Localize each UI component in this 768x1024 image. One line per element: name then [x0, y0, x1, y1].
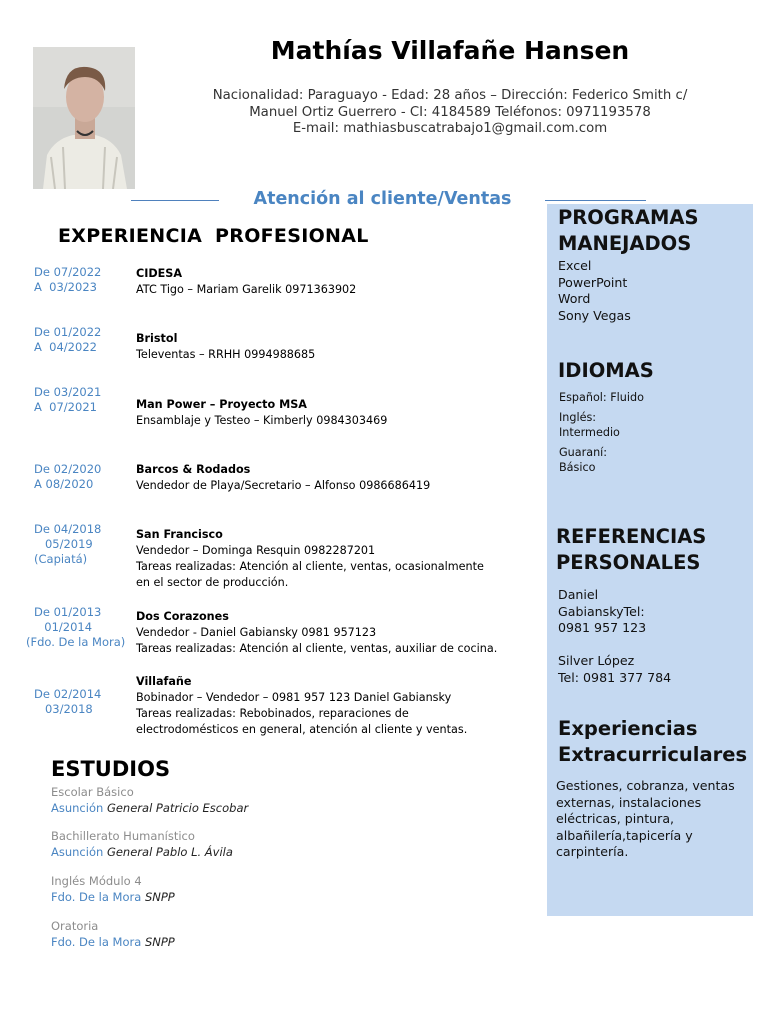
study-place: Fdo. De la Mora	[51, 934, 142, 949]
job-dates	[26, 605, 125, 650]
extracurricular-line: externas, instalaciones	[556, 794, 702, 810]
date-to: A 04/2022	[34, 340, 97, 354]
extracurricular-line: eléctricas, pintura,	[556, 811, 675, 826]
programs-heading-line: PROGRAMAS	[558, 206, 699, 229]
company: CIDESA	[136, 267, 183, 280]
language-level: Intermedio	[559, 426, 620, 439]
references-heading	[556, 524, 706, 576]
job-entry	[136, 266, 516, 298]
extracurricular-heading-line: Experiencias	[558, 717, 698, 740]
job-entry	[136, 397, 516, 429]
job-dates	[34, 522, 101, 567]
contact-line: Nacionalidad: Paraguayo - Edad: 28 años – Dirección: Federico Smith c/	[212, 88, 688, 103]
job-detail: Televentas – RRHH 0994988685	[136, 348, 316, 361]
date-to: A 07/2021	[34, 400, 97, 414]
language-level: Básico	[559, 461, 596, 474]
language-item	[559, 445, 607, 475]
reference-line: Silver López	[558, 653, 635, 668]
language-text: Español: Fluido	[559, 391, 644, 404]
reference-line: 0981 957 123	[558, 620, 647, 635]
date-from: De 02/2020	[34, 462, 102, 476]
job-detail: Bobinador – Vendedor – 0981 957 123 Daniel Gabiansky	[136, 691, 452, 704]
study-institution: General Patricio Escobar	[106, 800, 249, 815]
extracurricular-text	[556, 778, 735, 861]
contact-line: Manuel Ortiz Guerrero - CI: 4184589 Teléfonos: 0971193578	[249, 104, 651, 120]
candidate-name: Mathías Villafañe Hansen	[270, 36, 630, 65]
date-from: De 01/2013	[34, 605, 102, 619]
job-detail: Vendedor de Playa/Secretario – Alfonso 0986686419	[136, 479, 431, 492]
programs-heading	[558, 205, 699, 257]
company: Bristol	[136, 332, 178, 345]
study-entry	[51, 874, 175, 905]
date-location: (Capiatá)	[34, 552, 88, 566]
job-dates	[34, 325, 101, 355]
date-to: A 08/2020	[34, 477, 94, 491]
study-institution: SNPP	[144, 889, 175, 904]
date-to: 03/2018	[34, 702, 93, 716]
study-place: Fdo. De la Mora	[51, 889, 142, 904]
date-to: 01/2014	[26, 620, 93, 634]
program-item: PowerPoint	[558, 274, 628, 290]
job-dates	[34, 385, 101, 415]
extracurricular-line: albañilería,tapicería y	[556, 827, 693, 843]
study-entry	[51, 785, 248, 816]
study-institution: SNPP	[144, 934, 175, 949]
date-from: De 03/2021	[34, 385, 102, 399]
job-entry	[136, 674, 516, 738]
references-list	[558, 587, 671, 686]
studies-heading: ESTUDIOS	[51, 757, 171, 781]
programs-list	[558, 258, 631, 324]
study-level: Escolar Básico	[51, 785, 134, 799]
job-entry	[136, 609, 516, 657]
reference-line: GabianskyTel:	[558, 603, 645, 619]
reference-spacer	[558, 637, 671, 654]
date-to: 05/2019	[34, 537, 93, 551]
date-from: De 01/2022	[34, 325, 102, 339]
language-item	[559, 410, 620, 440]
company: San Francisco	[136, 528, 223, 541]
job-entry	[136, 331, 516, 363]
study-level: Inglés Módulo 4	[51, 874, 142, 888]
extracurricular-heading	[558, 716, 747, 768]
company: Dos Corazones	[136, 610, 229, 623]
job-entry	[136, 527, 516, 591]
job-entry	[136, 462, 516, 494]
program-item: Excel	[558, 258, 592, 273]
date-from: De 04/2018	[34, 522, 102, 536]
study-level: Bachillerato Humanístico	[51, 829, 195, 843]
study-entry	[51, 919, 175, 950]
languages-heading: IDIOMAS	[558, 359, 654, 382]
profile-photo	[33, 47, 135, 189]
job-dates	[34, 265, 101, 295]
contact-line: E-mail: mathiasbuscatrabajo1@gmail.com.com	[292, 121, 608, 136]
language-text: Inglés:	[559, 411, 597, 424]
references-heading-line: REFERENCIAS	[556, 525, 707, 548]
job-detail: Tareas realizadas: Rebobinados, reparaciones de	[136, 707, 409, 720]
programs-heading-line: MANEJADOS	[558, 232, 692, 255]
program-item: Sony Vegas	[558, 307, 631, 323]
reference-line: Tel: 0981 377 784	[558, 669, 672, 685]
extracurricular-heading-line: Extracurriculares	[558, 743, 748, 766]
company: Villafañe	[136, 675, 192, 688]
study-institution: General Pablo L. Ávila	[106, 844, 233, 859]
job-detail: Ensamblaje y Testeo – Kimberly 0984303469	[136, 414, 388, 427]
references-heading-line: PERSONALES	[556, 551, 701, 574]
job-detail: en el sector de producción.	[136, 576, 289, 589]
reference-line: Daniel	[558, 587, 599, 602]
job-dates	[34, 462, 101, 492]
profile-photo-image	[33, 47, 135, 189]
date-from: De 02/2014	[34, 687, 102, 701]
job-detail: Vendedor – Dominga Resquin 0982287201	[136, 544, 376, 557]
study-place: Asunción	[51, 800, 104, 815]
study-level: Oratoria	[51, 919, 99, 933]
objective-title: Atención al cliente/Ventas	[253, 189, 512, 209]
language-text: Guaraní:	[559, 446, 608, 459]
extracurricular-line: carpintería.	[556, 844, 629, 859]
extracurricular-line: Gestiones, cobranza, ventas	[556, 778, 735, 793]
study-entry	[51, 829, 233, 860]
date-from: De 07/2022	[34, 265, 102, 279]
program-item: Word	[558, 291, 591, 306]
objective-rule-left	[131, 200, 219, 201]
objective-rule-right	[545, 200, 646, 201]
job-detail: ATC Tigo – Mariam Garelik 0971363902	[136, 283, 357, 296]
job-dates	[34, 687, 101, 717]
date-to: A 03/2023	[34, 280, 97, 294]
job-detail: electrodomésticos en general, atención al cliente y ventas.	[136, 723, 468, 736]
company: Man Power – Proyecto MSA	[136, 398, 307, 411]
experience-heading: EXPERIENCIA PROFESIONAL	[58, 225, 369, 247]
job-detail: Vendedor - Daniel Gabiansky 0981 957123	[136, 626, 377, 639]
contact-info	[140, 88, 760, 138]
date-location: (Fdo. De la Mora)	[26, 635, 126, 649]
study-place: Asunción	[51, 844, 104, 859]
job-detail: Tareas realizadas: Atención al cliente, ventas, ocasionalmente	[136, 560, 484, 573]
job-detail: Tareas realizadas: Atención al cliente, ventas, auxiliar de cocina.	[136, 642, 498, 655]
language-item	[559, 390, 644, 405]
company: Barcos & Rodados	[136, 463, 251, 476]
